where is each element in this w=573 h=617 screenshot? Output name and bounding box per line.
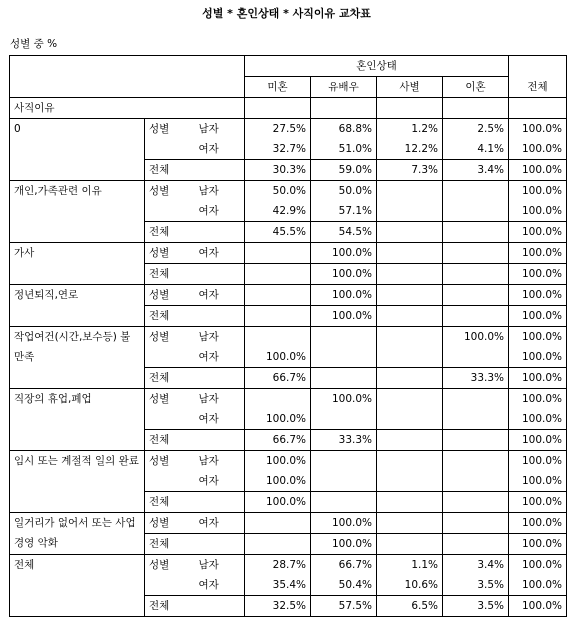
total-percent-cell: 100.0% — [509, 534, 567, 555]
subtotal-label: 전체 — [145, 368, 245, 389]
category-label: 여자 — [195, 285, 245, 306]
total-percent-cell: 100.0% — [509, 181, 567, 202]
row-group-label: 0 — [10, 119, 145, 181]
total-percent-cell: 100.0% — [509, 555, 567, 576]
table-subtitle: 성별 중 % — [10, 38, 58, 50]
percent-cell — [443, 347, 509, 368]
category-label: 남자 — [195, 181, 245, 202]
percent-cell — [443, 264, 509, 285]
percent-cell — [377, 327, 443, 348]
percent-cell: 100.0% — [311, 285, 377, 306]
subtotal-label: 전체 — [145, 430, 245, 451]
row-group-label: 전체 — [10, 555, 145, 617]
subtotal-label: 전체 — [145, 264, 245, 285]
percent-cell: 100.0% — [311, 264, 377, 285]
subtotal-label: 전체 — [145, 160, 245, 181]
category-label: 여자 — [195, 243, 245, 264]
row-group-label: 직장의 휴업,폐업 — [10, 389, 145, 451]
table-row — [10, 181, 567, 202]
column-header: 사별 — [377, 77, 443, 98]
percent-cell — [245, 306, 311, 327]
total-percent-cell: 100.0% — [509, 575, 567, 596]
percent-cell — [443, 243, 509, 264]
percent-cell: 50.0% — [245, 181, 311, 202]
table-title: 성별 * 혼인상태 * 사직이유 교차표 — [202, 7, 371, 20]
percent-cell: 100.0% — [245, 409, 311, 430]
variable-label: 성별 — [149, 289, 170, 301]
percent-cell: 100.0% — [311, 389, 377, 410]
percent-cell: 32.5% — [245, 596, 311, 617]
percent-cell — [311, 347, 377, 368]
subtotal-label: 전체 — [145, 222, 245, 243]
percent-cell: 100.0% — [311, 513, 377, 534]
percent-cell — [443, 534, 509, 555]
percent-cell — [443, 306, 509, 327]
percent-cell: 1.1% — [377, 555, 443, 576]
column-header: 미혼 — [245, 77, 311, 98]
percent-cell: 32.7% — [245, 139, 311, 160]
category-label: 여자 — [195, 347, 245, 368]
variable-label: 성별 — [149, 559, 170, 571]
row-group-label: 정년퇴직,연로 — [10, 285, 145, 327]
variable-label: 성별 — [149, 123, 170, 135]
column-header: 이혼 — [443, 77, 509, 98]
percent-cell: 68.8% — [311, 119, 377, 140]
column-header: 유배우 — [311, 77, 377, 98]
total-percent-cell: 100.0% — [509, 119, 567, 140]
percent-cell: 10.6% — [377, 575, 443, 596]
variable-label: 성별 — [149, 455, 170, 467]
percent-cell: 100.0% — [245, 471, 311, 492]
header-row-3 — [10, 98, 567, 119]
percent-cell — [311, 409, 377, 430]
percent-cell — [443, 471, 509, 492]
percent-cell: 57.1% — [311, 201, 377, 222]
percent-cell: 100.0% — [245, 492, 311, 513]
percent-cell: 100.0% — [443, 327, 509, 348]
percent-cell: 3.5% — [443, 575, 509, 596]
subtotal-label: 전체 — [145, 492, 245, 513]
percent-cell: 45.5% — [245, 222, 311, 243]
percent-cell: 12.2% — [377, 139, 443, 160]
table-row — [10, 243, 567, 264]
row-group-label: 일거리가 없어서 또는 사업경영 악화 — [10, 513, 145, 555]
percent-cell — [245, 534, 311, 555]
total-percent-cell: 100.0% — [509, 285, 567, 306]
percent-cell: 100.0% — [311, 306, 377, 327]
variable-label — [145, 201, 195, 222]
percent-cell — [245, 264, 311, 285]
percent-cell: 3.4% — [443, 160, 509, 181]
percent-cell — [377, 368, 443, 389]
percent-cell — [377, 492, 443, 513]
table-row — [10, 285, 567, 306]
variable-label — [145, 471, 195, 492]
percent-cell — [377, 389, 443, 410]
percent-cell — [377, 243, 443, 264]
total-percent-cell: 100.0% — [509, 430, 567, 451]
percent-cell: 66.7% — [245, 430, 311, 451]
category-label: 여자 — [195, 201, 245, 222]
percent-cell — [377, 222, 443, 243]
percent-cell: 50.0% — [311, 181, 377, 202]
percent-cell — [443, 222, 509, 243]
percent-cell: 50.4% — [311, 575, 377, 596]
percent-cell: 1.2% — [377, 119, 443, 140]
percent-cell — [377, 201, 443, 222]
table-row — [10, 327, 567, 348]
percent-cell — [245, 285, 311, 306]
percent-cell: 3.5% — [443, 596, 509, 617]
table-row — [10, 513, 567, 534]
variable-label — [145, 409, 195, 430]
total-percent-cell: 100.0% — [509, 596, 567, 617]
percent-cell — [443, 430, 509, 451]
percent-cell — [443, 513, 509, 534]
table-row — [10, 389, 567, 410]
percent-cell: 6.5% — [377, 596, 443, 617]
total-percent-cell: 100.0% — [509, 306, 567, 327]
category-label: 여자 — [195, 513, 245, 534]
percent-cell: 4.1% — [443, 139, 509, 160]
percent-cell — [377, 181, 443, 202]
percent-cell — [443, 389, 509, 410]
variable-label — [145, 347, 195, 368]
category-label: 남자 — [195, 327, 245, 348]
row-dimension-label: 사직이유 — [10, 98, 245, 119]
total-percent-cell: 100.0% — [509, 471, 567, 492]
variable-label — [145, 139, 195, 160]
percent-cell: 42.9% — [245, 201, 311, 222]
header-total-spacer — [509, 56, 567, 77]
percent-cell: 100.0% — [311, 534, 377, 555]
total-percent-cell: 100.0% — [509, 492, 567, 513]
subtotal-label: 전체 — [145, 596, 245, 617]
percent-cell — [377, 306, 443, 327]
table-row — [10, 555, 567, 576]
percent-cell: 35.4% — [245, 575, 311, 596]
percent-cell — [311, 471, 377, 492]
category-label: 여자 — [195, 471, 245, 492]
percent-cell: 54.5% — [311, 222, 377, 243]
percent-cell — [377, 471, 443, 492]
percent-cell — [443, 492, 509, 513]
percent-cell — [245, 513, 311, 534]
column-header-total: 전체 — [509, 77, 567, 98]
percent-cell: 57.5% — [311, 596, 377, 617]
total-percent-cell: 100.0% — [509, 327, 567, 348]
variable-label: 성별 — [149, 393, 170, 405]
percent-cell — [443, 201, 509, 222]
total-percent-cell: 100.0% — [509, 389, 567, 410]
row-group-label: 임시 또는 계절적 일의 완료 — [10, 451, 145, 513]
variable-label — [145, 575, 195, 596]
percent-cell — [377, 264, 443, 285]
percent-cell — [311, 492, 377, 513]
crosstab-table — [9, 55, 567, 617]
percent-cell — [443, 285, 509, 306]
total-percent-cell: 100.0% — [509, 243, 567, 264]
percent-cell: 28.7% — [245, 555, 311, 576]
subtotal-label: 전체 — [145, 306, 245, 327]
category-label: 남자 — [195, 389, 245, 410]
percent-cell — [377, 409, 443, 430]
total-percent-cell: 100.0% — [509, 160, 567, 181]
percent-cell — [311, 368, 377, 389]
category-label: 남자 — [195, 119, 245, 140]
percent-cell — [377, 451, 443, 472]
total-percent-cell: 100.0% — [509, 347, 567, 368]
percent-cell: 66.7% — [245, 368, 311, 389]
percent-cell: 33.3% — [443, 368, 509, 389]
variable-label: 성별 — [149, 331, 170, 343]
percent-cell: 100.0% — [311, 243, 377, 264]
percent-cell: 3.4% — [443, 555, 509, 576]
percent-cell — [245, 389, 311, 410]
total-percent-cell: 100.0% — [509, 409, 567, 430]
category-label: 여자 — [195, 139, 245, 160]
percent-cell — [311, 327, 377, 348]
header-corner — [10, 56, 245, 98]
row-group-label: 개인,가족관련 이유 — [10, 181, 145, 243]
percent-cell: 7.3% — [377, 160, 443, 181]
percent-cell — [377, 534, 443, 555]
percent-cell: 100.0% — [245, 347, 311, 368]
percent-cell: 30.3% — [245, 160, 311, 181]
total-percent-cell: 100.0% — [509, 451, 567, 472]
total-percent-cell: 100.0% — [509, 368, 567, 389]
percent-cell: 27.5% — [245, 119, 311, 140]
row-group-label: 가사 — [10, 243, 145, 285]
percent-cell: 33.3% — [311, 430, 377, 451]
variable-label: 성별 — [149, 247, 170, 259]
category-label: 여자 — [195, 409, 245, 430]
total-percent-cell: 100.0% — [509, 513, 567, 534]
row-group-label: 작업여건(시간,보수등) 불만족 — [10, 327, 145, 389]
header-row-1 — [10, 56, 567, 77]
variable-label: 성별 — [149, 185, 170, 197]
percent-cell — [443, 409, 509, 430]
total-percent-cell: 100.0% — [509, 201, 567, 222]
table-row — [10, 451, 567, 472]
percent-cell — [245, 327, 311, 348]
subtotal-label: 전체 — [145, 534, 245, 555]
percent-cell: 59.0% — [311, 160, 377, 181]
total-percent-cell: 100.0% — [509, 139, 567, 160]
percent-cell: 2.5% — [443, 119, 509, 140]
percent-cell — [377, 285, 443, 306]
percent-cell — [377, 513, 443, 534]
header-group-label: 혼인상태 — [245, 56, 509, 77]
percent-cell — [377, 430, 443, 451]
table-body — [10, 119, 567, 617]
total-percent-cell: 100.0% — [509, 222, 567, 243]
variable-label: 성별 — [149, 517, 170, 529]
category-label: 여자 — [195, 575, 245, 596]
category-label: 남자 — [195, 451, 245, 472]
category-label: 남자 — [195, 555, 245, 576]
total-percent-cell: 100.0% — [509, 264, 567, 285]
percent-cell — [311, 451, 377, 472]
percent-cell — [245, 243, 311, 264]
percent-cell: 66.7% — [311, 555, 377, 576]
percent-cell — [443, 181, 509, 202]
percent-cell — [377, 347, 443, 368]
percent-cell: 100.0% — [245, 451, 311, 472]
percent-cell: 51.0% — [311, 139, 377, 160]
table-row — [10, 119, 567, 140]
percent-cell — [443, 451, 509, 472]
